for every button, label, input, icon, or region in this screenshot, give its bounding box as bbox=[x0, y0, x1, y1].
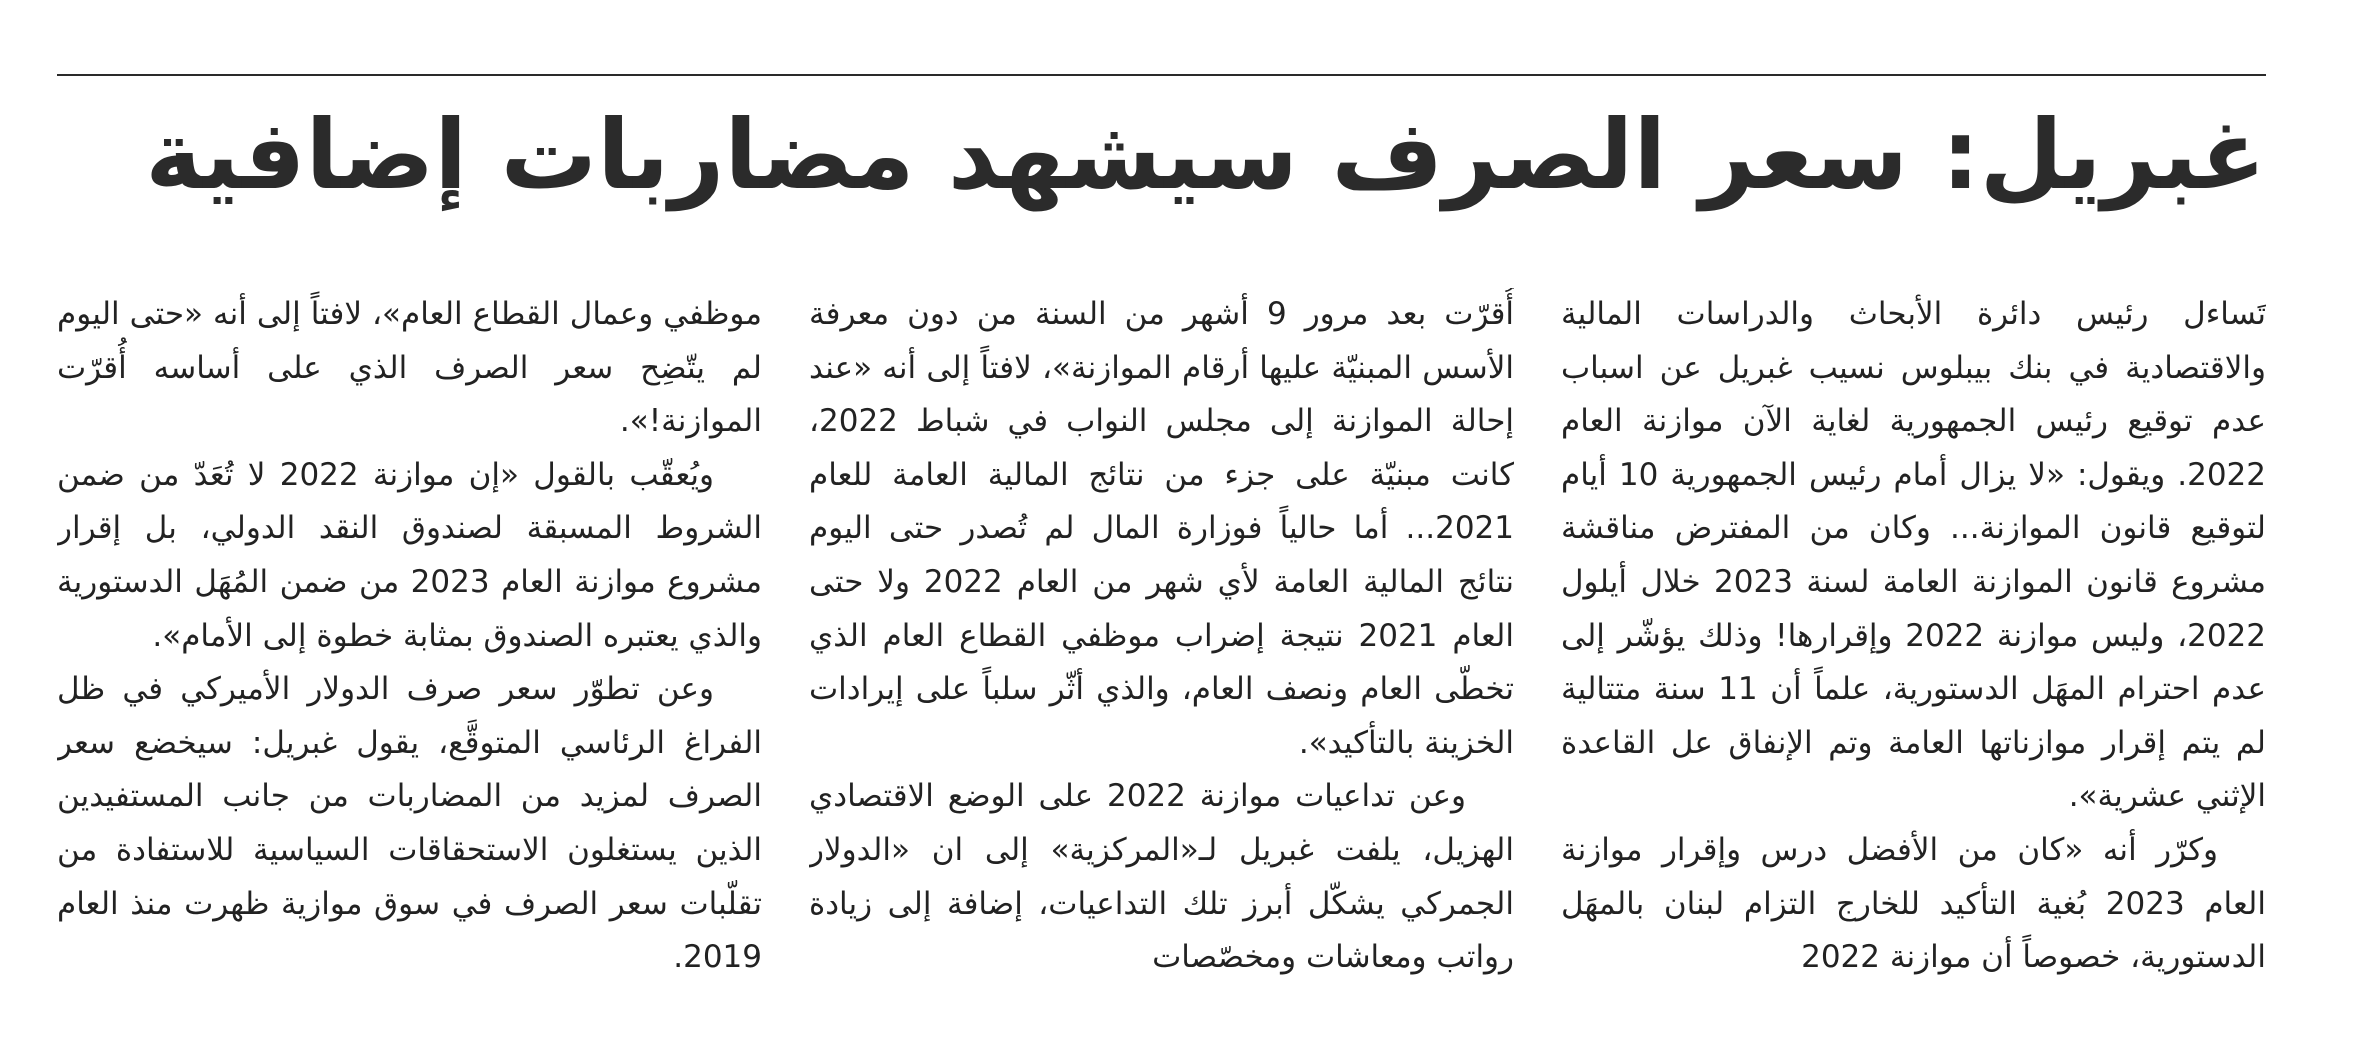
article-column-right bbox=[1561, 288, 2266, 1028]
paragraph: وعن تداعيات موازنة 2022 على الوضع الاقتصادي الهزيل، يلفت غبريل لـ«المركزية» إلى ان «الدولار الجمركي يشكّل أبرز تلك التداعيات، إضافة إلى زيادة رواتب ومعاشات ومخصّصات bbox=[809, 778, 1514, 976]
paragraph: تَساءل رئيس دائرة الأبحاث والدراسات المالية والاقتصادية في بنك بيبلوس نسيب غبريل عن اسباب عدم توقيع رئيس الجمهورية لغاية الآن موازنة العام 2022. ويقول: «لا يزال أمام رئيس الجمهورية 10 أيام لتوقيع قانون الموازنة... وكان من المفترض مناقشة مشروع قانون الموازنة العامة لسنة 2023 خلال أيلول 2022، وليس موازنة 2022 وإقرارها! وذلك يؤشّر إلى عدم احترام المهَل الدستورية، علماً أن 11 سنة متتالية لم يتم إقرار موازناتها العامة وتم الإنفاق عل القاعدة الإثني عشرية». bbox=[1561, 296, 2266, 815]
paragraph: وكرّر أنه «كان من الأفضل درس وإقرار موازنة العام 2023 بُغية التأكيد للخارج التزام لبنان بالمهَل الدستورية، خصوصاً أن موازنة 2022 bbox=[1561, 831, 2266, 976]
paragraph: ويُعقّب بالقول «إن موازنة 2022 لا تُعَدّ من ضمن الشروط المسبقة لصندوق النقد الدولي، بل إقرار مشروع موازنة العام 2023 من ضمن المُهَل الدستورية والذي يعتبره الصندوق بمثابة خطوة إلى الأمام». bbox=[57, 456, 762, 654]
paragraph: موظفي وعمال القطاع العام»، لافتاً إلى أنه «حتى اليوم لم يتّضِح سعر الصرف الذي على أساسه أُقرّت الموازنة!». bbox=[57, 296, 762, 440]
top-rule bbox=[57, 74, 2266, 76]
paragraph: وعن تطوّر سعر صرف الدولار الأميركي في ظل الفراغ الرئاسي المتوقَّع، يقول غبريل: سيخضع سعر الصرف لمزيد من المضاربات من جانب المستفيدين الذين يستغلون الاستحقاقات السياسية للاستفادة من تقلّبات سعر الصرف في سوق موازية ظهرت منذ العام 2019. bbox=[57, 671, 762, 976]
article-column-left bbox=[57, 288, 762, 1028]
paragraph: أُقرّت بعد مرور 9 أشهر من السنة من دون معرفة الأسس المبنيّة عليها أرقام الموازنة»، لافتاً إلى أنه «عند إحالة الموازنة إلى مجلس النواب في شباط 2022، كانت مبنيّة على جزء من نتائج المالية العامة للعام 2021... أما حالياً فوزارة المال لم تُصدر حتى اليوم نتائج المالية العامة لأي شهر من العام 2022 ولا حتى العام 2021 نتيجة إضراب موظفي القطاع العام الذي تخطّى العام ونصف العام، والذي أثّر سلباً على إيرادات الخزينة بالتأكيد». bbox=[809, 296, 1514, 761]
headline: غبريل: سعر الصرف سيشهد مضاربات إضافية bbox=[145, 99, 2266, 211]
article-body bbox=[57, 288, 2266, 1028]
article-column-middle bbox=[809, 288, 1514, 1028]
